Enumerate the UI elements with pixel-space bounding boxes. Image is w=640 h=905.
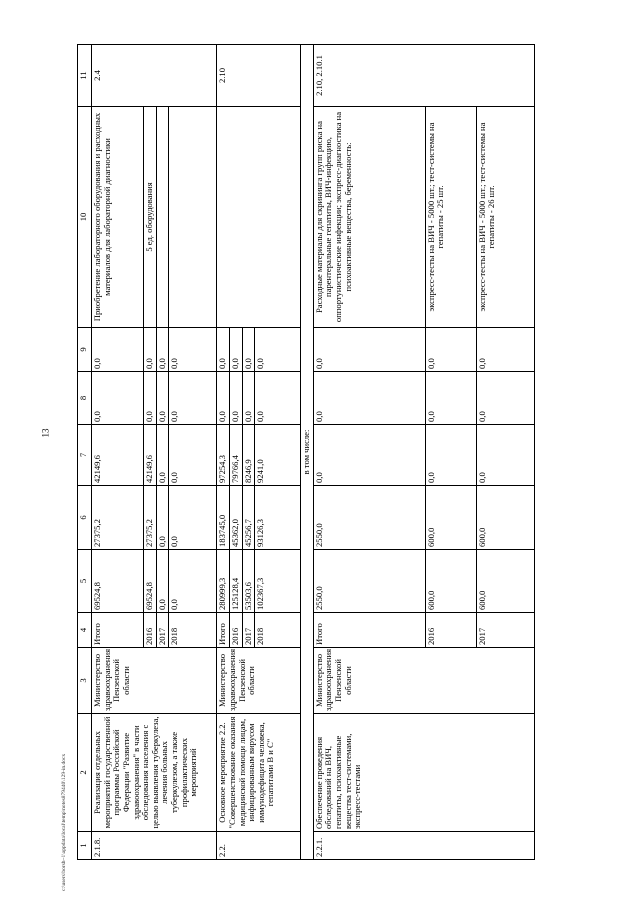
local-cell: 0,0 <box>476 372 534 425</box>
rotated-table-page <box>77 45 592 860</box>
other-cell: 0,0 <box>425 328 476 372</box>
header-cell: 6 <box>78 486 92 550</box>
indicator-link: 2.4 <box>92 45 217 107</box>
table-row <box>313 45 425 860</box>
year-cell: 2016 <box>144 613 157 648</box>
total-cell: 69524,8 <box>144 550 157 613</box>
header-cell: 10 <box>78 107 92 328</box>
regional-cell: 9241,0 <box>255 425 301 486</box>
row-number: 2.2. <box>217 832 301 860</box>
activity-name: Основное мероприятие 2.2. "Совершенствование оказания медицинской помощи лицам, инфицированным вирусом иммунодефицита человека, гепатитами В и С" <box>217 714 301 832</box>
total-cell: 600,0 <box>476 550 534 613</box>
federal-cell: 93126,3 <box>255 486 301 550</box>
regional-cell: 8246,9 <box>242 425 255 486</box>
local-cell: 0,0 <box>92 372 144 425</box>
header-cell: 5 <box>78 550 92 613</box>
year-cell: 2017 <box>156 613 169 648</box>
including-label: в том числе: <box>301 45 314 860</box>
footer-file-path: c:\users\borsh~1\appdata\local\temp\notes879440\129-in.docx <box>61 753 67 891</box>
local-cell: 0,0 <box>425 372 476 425</box>
result-cell: экспресс-тесты на ВИЧ - 5000 шт.; тест-системы на гепатиты - 25 шт. <box>425 107 476 328</box>
regional-cell: 0,0 <box>476 425 534 486</box>
regional-cell: 79766,4 <box>229 425 242 486</box>
row-number: 2.2.1. <box>313 832 534 860</box>
activity-name: Реализация отдельных мероприятий государственной программы Российской Федерации "Развитие здравоохранения" в части обследования населения с целью выявления туберкулеза, лечения больных туберкулезом, а также профилактических мероприятий <box>92 714 217 832</box>
year-cell: 2016 <box>425 613 476 648</box>
total-cell: 102367,3 <box>255 550 301 613</box>
other-cell: 0,0 <box>255 328 301 372</box>
other-cell: 0,0 <box>169 328 217 372</box>
row-number: 2.1.8. <box>92 832 217 860</box>
other-cell: 0,0 <box>313 328 425 372</box>
year-cell: 2018 <box>169 613 217 648</box>
total-cell: 0,0 <box>156 550 169 613</box>
header-cell: 8 <box>78 372 92 425</box>
federal-cell: 27375,2 <box>144 486 157 550</box>
year-cell: 2017 <box>242 613 255 648</box>
responsible-org: Министерство здравоохранения Пензенской области <box>217 648 301 714</box>
total-cell: 125128,4 <box>229 550 242 613</box>
other-cell: 0,0 <box>242 328 255 372</box>
federal-cell: 600,0 <box>476 486 534 550</box>
other-cell: 0,0 <box>217 328 230 372</box>
regional-cell: 97254,3 <box>217 425 230 486</box>
result-cell <box>217 107 301 328</box>
local-cell: 0,0 <box>217 372 230 425</box>
local-cell: 0,0 <box>229 372 242 425</box>
federal-cell: 45256,7 <box>242 486 255 550</box>
federal-cell: 183745,0 <box>217 486 230 550</box>
other-cell: 0,0 <box>156 328 169 372</box>
total-cell: 2550,0 <box>313 550 425 613</box>
result-cell: Расходные материалы для скрининга групп риска на парентеральные гепатиты, ВИЧ-инфекцию, оппортунистические инфекции; экспресс-диагностика на психоактивные вещества, беременность: <box>313 107 425 328</box>
result-cell: 5 ед. оборудования <box>144 107 157 328</box>
regional-cell: 42149,6 <box>144 425 157 486</box>
local-cell: 0,0 <box>144 372 157 425</box>
result-cell: Приобретение лабораторного оборудования и расходных материалов для лабораторной диагностики <box>92 107 144 328</box>
federal-cell: 27375,2 <box>92 486 144 550</box>
header-cell: 9 <box>78 328 92 372</box>
federal-cell: 45362,0 <box>229 486 242 550</box>
regional-cell: 0,0 <box>313 425 425 486</box>
responsible-org: Министерство здравоохранения Пензенской области <box>313 648 534 714</box>
header-cell: 2 <box>78 714 92 832</box>
local-cell: 0,0 <box>156 372 169 425</box>
responsible-org: Министерство здравоохранения Пензенской области <box>92 648 217 714</box>
total-cell: 69524,8 <box>92 550 144 613</box>
result-cell <box>156 107 169 328</box>
indicator-link: 2.10 <box>217 45 301 107</box>
table-row <box>92 45 144 860</box>
year-cell: 2017 <box>476 613 534 648</box>
total-cell: 53503,6 <box>242 550 255 613</box>
total-cell: 0,0 <box>169 550 217 613</box>
year-cell: Итого <box>313 613 425 648</box>
local-cell: 0,0 <box>255 372 301 425</box>
year-cell: Итого <box>92 613 144 648</box>
year-cell: Итого <box>217 613 230 648</box>
header-cell: 11 <box>78 45 92 107</box>
header-cell: 7 <box>78 425 92 486</box>
header-cell: 3 <box>78 648 92 714</box>
local-cell: 0,0 <box>313 372 425 425</box>
local-cell: 0,0 <box>169 372 217 425</box>
header-cell: 1 <box>78 832 92 860</box>
indicator-link: 2.10, 2.10.1 <box>313 45 534 107</box>
program-activities-table <box>77 44 535 860</box>
federal-cell: 2550,0 <box>313 486 425 550</box>
other-cell: 0,0 <box>144 328 157 372</box>
table-row <box>301 45 314 860</box>
table-row <box>217 45 230 860</box>
header-cell: 4 <box>78 613 92 648</box>
other-cell: 0,0 <box>92 328 144 372</box>
regional-cell: 0,0 <box>425 425 476 486</box>
regional-cell: 42149,6 <box>92 425 144 486</box>
activity-name: Обеспечение проведения обследований на ВИЧ, гепатиты, психоактивные вещества тест-системами, экспресс-тестами <box>313 714 534 832</box>
local-cell: 0,0 <box>242 372 255 425</box>
result-cell <box>169 107 217 328</box>
result-cell: экспресс-тесты на ВИЧ - 5000 шт.; тест-системы на гепатиты - 26 шт. <box>476 107 534 328</box>
regional-cell: 0,0 <box>156 425 169 486</box>
page-number: 13 <box>40 428 51 438</box>
federal-cell: 0,0 <box>156 486 169 550</box>
federal-cell: 600,0 <box>425 486 476 550</box>
year-cell: 2018 <box>255 613 301 648</box>
federal-cell: 0,0 <box>169 486 217 550</box>
other-cell: 0,0 <box>229 328 242 372</box>
total-cell: 600,0 <box>425 550 476 613</box>
header-row <box>78 45 92 860</box>
year-cell: 2016 <box>229 613 242 648</box>
total-cell: 280999,3 <box>217 550 230 613</box>
regional-cell: 0,0 <box>169 425 217 486</box>
other-cell: 0,0 <box>476 328 534 372</box>
